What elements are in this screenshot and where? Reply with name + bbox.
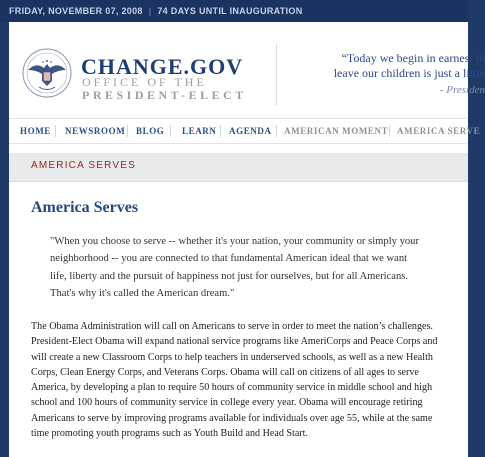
quote-line: neighborhood -- you are connected to that fundamental American ideal that we want [50, 253, 408, 265]
body-line: Americans to serve by improving programs available for individuals over age 55, while at the same [31, 412, 433, 424]
page-container [9, 22, 485, 457]
page-title: America Serves [31, 199, 139, 216]
nav-newsroom[interactable]: NEWSROOM [65, 126, 126, 136]
nav-america-serves[interactable]: AMERICA SERVE [397, 126, 481, 136]
quote-line: life, liberty and the pursuit of happiness not just for ourselves, but for all Americans. [50, 270, 409, 282]
logo-subtitle-office: OFFICE OF THE [82, 75, 207, 89]
nav-divider [220, 125, 221, 137]
body-line: time promoting youth programs such as Youth Build and Head Start. [31, 428, 308, 440]
nav-divider [170, 125, 171, 137]
main-navigation [9, 118, 481, 144]
body-line: The Obama Administration will call on Americans to serve in order to meet the nation’s challenges. [31, 321, 433, 332]
nav-blog[interactable]: BLOG [136, 126, 165, 136]
obama-quote [50, 233, 460, 302]
header-quote-line2: leave our children is just a little [333, 66, 485, 80]
nav-divider [276, 125, 277, 137]
top-status-bar [0, 0, 468, 22]
quote-line: That's why it's called the American dream." [50, 287, 235, 299]
header-quote-line1: “Today we begin in earnest th [341, 51, 485, 65]
nav-divider [55, 125, 56, 137]
inauguration-countdown: 74 DAYS UNTIL INAUGURATION [157, 6, 303, 16]
section-label: AMERICA SERVES [31, 160, 136, 171]
header-divider [276, 44, 277, 106]
site-logo-title[interactable]: CHANGE.GOV [81, 54, 244, 79]
nav-home[interactable]: HOME [20, 126, 51, 136]
header-quote [285, 51, 485, 98]
nav-agenda[interactable]: AGENDA [229, 126, 272, 136]
site-header [9, 22, 485, 118]
body-line: America, by developing a plan to require 50 hours of community service in middle school and high [31, 382, 433, 394]
quote-line: "When you choose to serve -- whether it's your nation, your community or simply your [50, 236, 419, 247]
nav-divider [389, 125, 390, 137]
presidential-seal-icon[interactable] [22, 48, 72, 98]
topbar-separator: | [148, 6, 152, 16]
body-line: school and 100 hours of community service in college every year. Obama will encourage retiring [31, 397, 423, 409]
logo-subtitle-president-elect: PRESIDENT-ELECT [82, 88, 247, 102]
current-date: FRIDAY, NOVEMBER 07, 2008 [9, 6, 143, 16]
body-line: Corps, Clean Energy Corps, and Veterans Corps. Obama will call on citizens of all ages to serve [31, 366, 419, 378]
nav-divider [127, 125, 128, 137]
nav-learn[interactable]: LEARN [182, 126, 217, 136]
body-line: will create a new Classroom Corps to help teachers in underserved schools, as well as a new Health [31, 351, 433, 363]
section-header-bar [9, 153, 468, 182]
header-quote-attribution: - Presiden [439, 84, 485, 96]
body-paragraph [31, 319, 463, 441]
body-line: President-Elect Obama will expand national service programs like AmeriCorps and Peace Corps and [31, 336, 438, 348]
nav-american-moment[interactable]: AMERICAN MOMENT [284, 126, 389, 136]
